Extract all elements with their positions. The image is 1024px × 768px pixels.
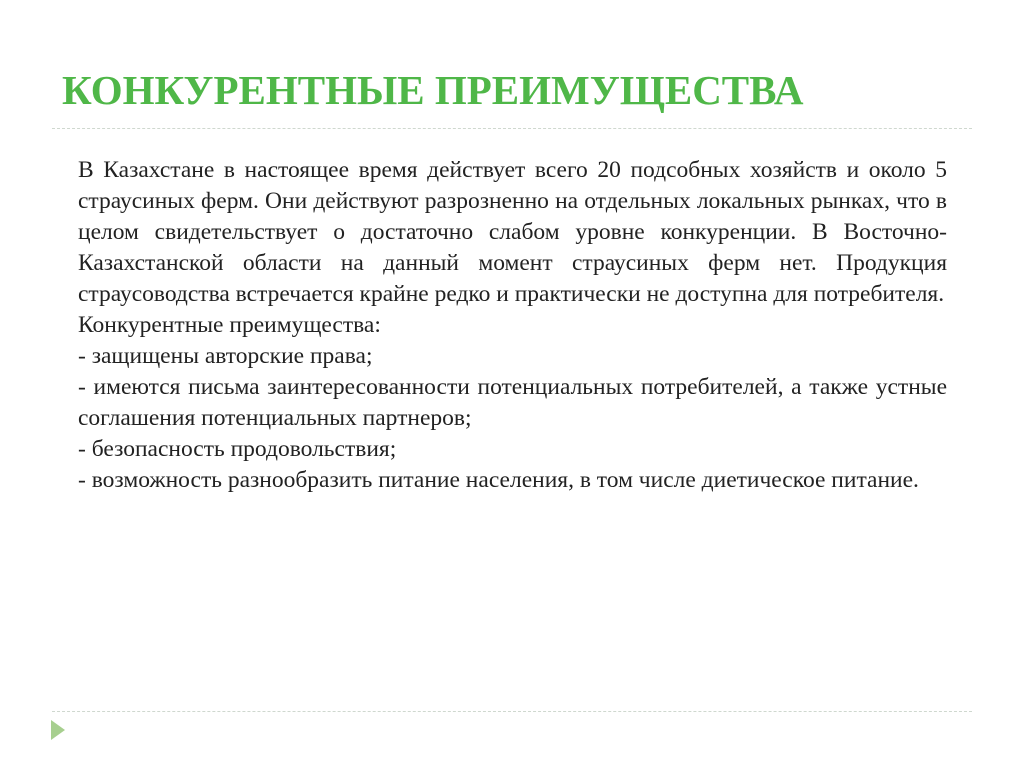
slide-title: КОНКУРЕНТНЫЕ ПРЕИМУЩЕСТВА — [62, 67, 804, 113]
advantage-item: - защищены авторские права; — [78, 343, 373, 369]
intro-paragraph: В Казахстане в настоящее время действует всего 20 подсобных хозяйств и около 5 страусиных ферм. Они действуют разрозненно на отдельных локальных рынках, что в целом свидетельствует о достаточно слабом уровне конкуренции. В Восточно-Казахстанской области на данный момент страусиных ферм нет. Продукция страусоводства встречается крайне редко и практически не доступна для потребителя. — [78, 157, 947, 307]
advantage-item: - безопасность продовольствия; — [78, 436, 397, 462]
title-divider — [52, 128, 972, 129]
slide-body — [78, 155, 947, 496]
play-arrow-icon — [51, 720, 65, 740]
advantage-item: - имеются письма заинтересованности потенциальных потребителей, а также устные соглашения потенциальных партнеров; — [78, 374, 947, 431]
footer-divider — [52, 711, 972, 712]
advantages-heading: Конкурентные преимущества: — [78, 312, 381, 338]
advantage-item: - возможность разнообразить питание населения, в том числе диетическое питание. — [78, 467, 919, 493]
